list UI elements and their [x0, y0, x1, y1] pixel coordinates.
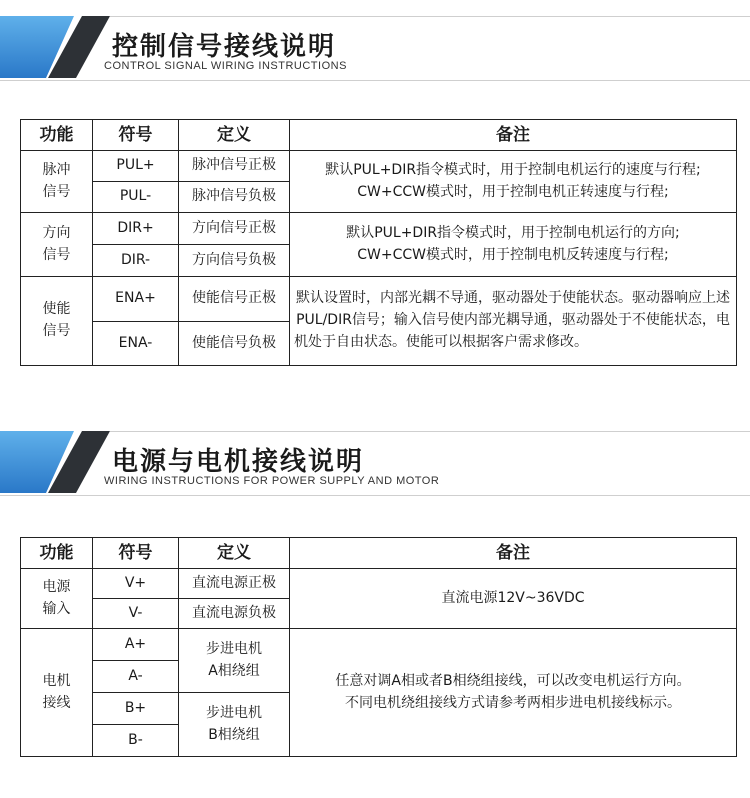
definition-cell: 使能信号正极 [179, 277, 290, 322]
definition-cell: 方向信号负极 [179, 245, 290, 277]
definition-cell: 步进电机 B相绕组 [179, 693, 290, 757]
function-cell: 方向 信号 [21, 213, 93, 277]
header-note: 备注 [290, 120, 737, 151]
header-function: 功能 [21, 538, 93, 569]
symbol-cell: PUL+ [93, 151, 179, 182]
symbol-cell: DIR- [93, 245, 179, 277]
divider [0, 80, 750, 81]
table-header-row [21, 538, 737, 569]
header-function: 功能 [21, 120, 93, 151]
symbol-cell: V- [93, 599, 179, 629]
note-cell: 直流电源12V~36VDC [290, 569, 737, 629]
table-row [21, 151, 737, 182]
control-signal-table [20, 119, 737, 366]
function-cell: 使能 信号 [21, 277, 93, 366]
table-row [21, 213, 737, 245]
header-definition: 定义 [179, 538, 290, 569]
power-motor-table [20, 537, 737, 757]
note-cell: 默认设置时，内部光耦不导通，驱动器处于使能状态。驱动器响应上述PUL/DIR信号；输入信号使内部光耦导通，驱动器处于不使能状态，电机处于自由状态。使能可以根据客户需求修改。 [290, 277, 737, 366]
section-title: 控制信号接线说明 [112, 32, 337, 62]
symbol-cell: V+ [93, 569, 179, 599]
symbol-cell: ENA+ [93, 277, 179, 322]
symbol-cell: B+ [93, 693, 179, 725]
note-cell: 默认PUL+DIR指令模式时，用于控制电机运行的速度与行程; CW+CCW模式时，用于控制电机正转速度与行程; [290, 151, 737, 213]
section-header-control-signal [0, 12, 750, 92]
header-note: 备注 [290, 538, 737, 569]
definition-cell: 步进电机 A相绕组 [179, 629, 290, 693]
header-symbol: 符号 [93, 120, 179, 151]
note-cell: 任意对调A相或者B相绕组接线，可以改变电机运行方向。 不同电机绕组接线方式请参考两相步进电机接线标示。 [290, 629, 737, 757]
symbol-cell: A+ [93, 629, 179, 661]
definition-cell: 脉冲信号负极 [179, 182, 290, 213]
table-row [21, 277, 737, 322]
table-header-row [21, 120, 737, 151]
function-cell: 电机 接线 [21, 629, 93, 757]
function-cell: 电源 输入 [21, 569, 93, 629]
section-header-power-motor [0, 427, 750, 507]
definition-cell: 直流电源正极 [179, 569, 290, 599]
section-subtitle: WIRING INSTRUCTIONS FOR POWER SUPPLY AND MOTOR [104, 475, 440, 487]
definition-cell: 使能信号负极 [179, 322, 290, 366]
table-row [21, 569, 737, 599]
section-subtitle: CONTROL SIGNAL WIRING INSTRUCTIONS [104, 60, 347, 72]
symbol-cell: A- [93, 661, 179, 693]
function-cell: 脉冲 信号 [21, 151, 93, 213]
note-cell: 默认PUL+DIR指令模式时，用于控制电机运行的方向; CW+CCW模式时，用于控制电机反转速度与行程; [290, 213, 737, 277]
symbol-cell: PUL- [93, 182, 179, 213]
header-definition: 定义 [179, 120, 290, 151]
divider [110, 431, 750, 432]
definition-cell: 方向信号正极 [179, 213, 290, 245]
table-row [21, 629, 737, 661]
definition-cell: 脉冲信号正极 [179, 151, 290, 182]
definition-cell: 直流电源负极 [179, 599, 290, 629]
symbol-cell: B- [93, 725, 179, 757]
divider [110, 16, 750, 17]
section-title: 电源与电机接线说明 [112, 447, 365, 477]
divider [0, 495, 750, 496]
header-symbol: 符号 [93, 538, 179, 569]
symbol-cell: ENA- [93, 322, 179, 366]
symbol-cell: DIR+ [93, 213, 179, 245]
